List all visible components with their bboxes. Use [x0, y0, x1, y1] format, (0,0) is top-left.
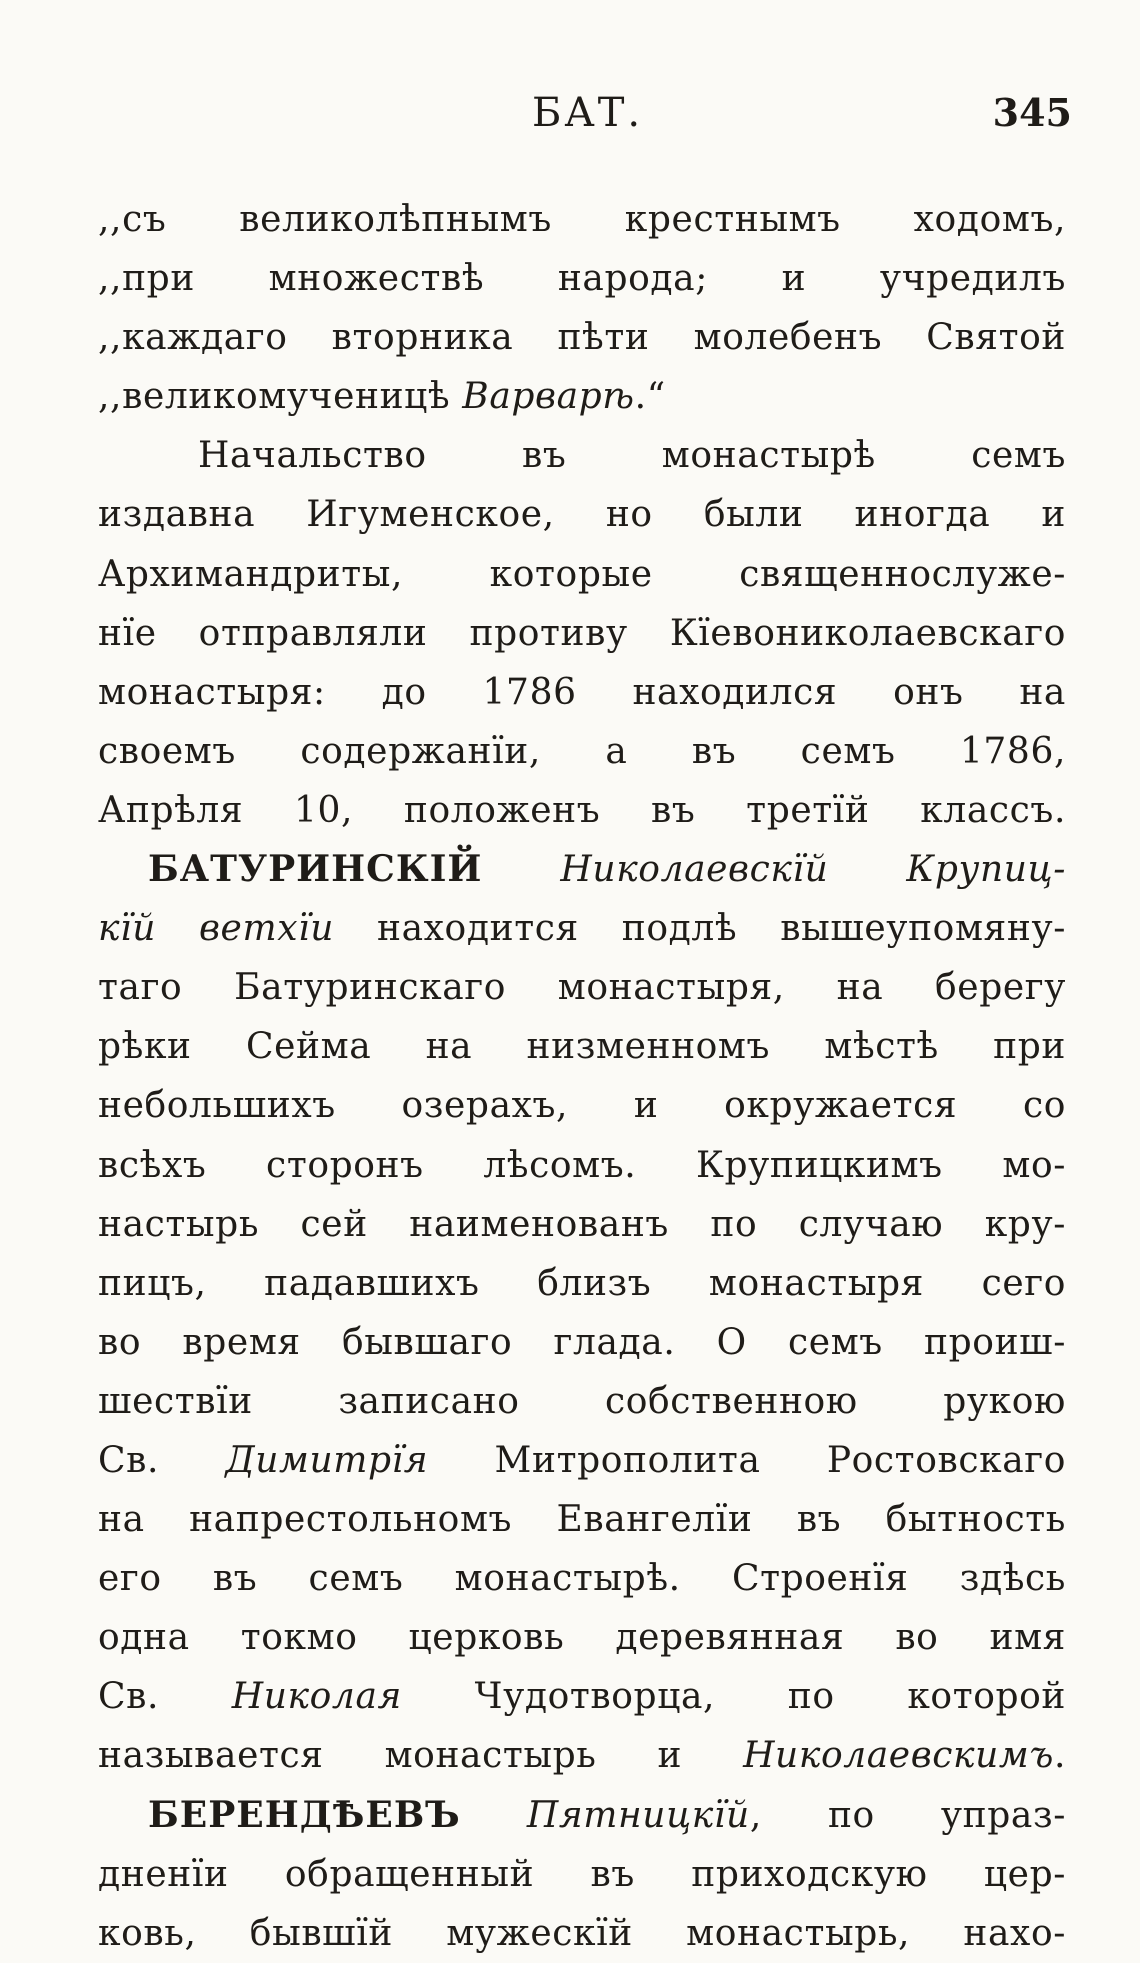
text-run: рѣки Сейма на низменномъ мѣстѣ при	[98, 1026, 1066, 1068]
text-run: ,,каждаго вторника пѣти молебенъ Святой	[98, 317, 1066, 359]
italic-text: Пятницкїй	[460, 1794, 750, 1836]
text-run: .“	[634, 376, 666, 418]
running-head: БАТ.	[532, 90, 644, 136]
italic-text: Димитрїя	[225, 1439, 429, 1481]
text-run: небольшихъ озерахъ, и окружается со	[98, 1085, 1066, 1127]
text-run: его въ семъ монастырѣ. Строенїя здѣсь	[98, 1558, 1066, 1600]
text-run: Апрѣля 10, положенъ въ третїй классъ.	[98, 789, 1066, 831]
text-line	[98, 249, 1066, 308]
text-run: Начальство въ монастырѣ семъ	[198, 435, 1066, 477]
text-run: называется монастырь и	[98, 1735, 744, 1777]
text-line	[98, 426, 1066, 485]
text-run: ,,великомученицѣ	[98, 376, 463, 418]
text-line	[98, 1372, 1066, 1431]
text-run: .	[1053, 1735, 1066, 1777]
text-line	[98, 545, 1066, 604]
text-run: монастыря: до 1786 находился онъ на	[98, 671, 1066, 713]
text-line	[98, 308, 1066, 367]
text-run: дненїи обращенный въ приходскую цер-	[98, 1853, 1066, 1895]
text-run: во время бывшаго глада. О семъ проиш-	[98, 1321, 1066, 1363]
text-line	[98, 1431, 1066, 1490]
text-run: всѣхъ сторонъ лѣсомъ. Крупицкимъ мо-	[98, 1144, 1066, 1186]
text-line	[98, 1076, 1066, 1135]
text-line	[98, 367, 1066, 426]
text-run: таго Батуринскаго монастыря, на берегу	[98, 967, 1066, 1009]
text-run: Св.	[98, 1676, 232, 1718]
italic-text: кїй ветхїи	[98, 908, 334, 950]
text-run: ,,съ великолѣпнымъ крестнымъ ходомъ,	[98, 199, 1066, 240]
page-number: 345	[992, 90, 1072, 135]
text-run: Чудотворца, по которой	[401, 1676, 1066, 1718]
text-run: пицъ, падавшихъ близъ монастыря сего	[98, 1262, 1066, 1304]
text-line	[98, 781, 1066, 840]
text-line	[98, 1845, 1066, 1904]
text-line	[98, 1313, 1066, 1372]
text-run: одна токмо церковь деревянная во имя	[98, 1617, 1066, 1659]
text-line	[98, 1136, 1066, 1195]
text-line	[98, 485, 1066, 544]
text-line	[98, 1549, 1066, 1608]
text-run: издавна Игуменское, но были иногда и	[98, 494, 1066, 536]
text-line	[98, 1726, 1066, 1785]
text-line	[98, 190, 1066, 249]
text-run: нїе отправляли противу Кїевониколаевскаго	[98, 612, 1066, 654]
text-line	[98, 840, 1066, 899]
entry-heading: БАТУРИНСКІЙ	[148, 848, 483, 891]
text-run: настырь сей наименованъ по случаю кру-	[98, 1203, 1066, 1245]
italic-text: Николаевскїй Крупиц-	[482, 849, 1066, 891]
page-header	[0, 90, 1140, 138]
text-run: Св.	[98, 1439, 226, 1481]
text-run: Архимандриты, которые священнослуже-	[98, 553, 1066, 595]
text-run: находится подлѣ вышеупомяну-	[334, 908, 1066, 950]
text-line	[98, 722, 1066, 781]
body-text	[98, 190, 1066, 1963]
text-line	[98, 1608, 1066, 1667]
text-line	[98, 1017, 1066, 1076]
text-run: шествїи записано собственною рукою	[98, 1380, 1066, 1422]
text-run: , по упраз-	[749, 1794, 1066, 1836]
text-line	[98, 1667, 1066, 1726]
text-line	[98, 1904, 1066, 1963]
text-line	[98, 1254, 1066, 1313]
text-line	[98, 604, 1066, 663]
text-line	[98, 899, 1066, 958]
text-line	[98, 958, 1066, 1017]
text-line	[98, 663, 1066, 722]
text-run: на напрестольномъ Евангелїи въ бытность	[98, 1499, 1066, 1541]
italic-text: Николая	[231, 1676, 402, 1718]
text-line	[98, 1786, 1066, 1845]
text-run: своемъ содержанїи, а въ семъ 1786,	[98, 730, 1066, 772]
text-run: ковь, бывшїй мужескїй монастырь, нахо-	[98, 1912, 1066, 1954]
text-run: ,,при множествѣ народа; и учредилъ	[98, 258, 1066, 300]
italic-text: Варварѣ	[462, 376, 635, 418]
text-line	[98, 1490, 1066, 1549]
text-line	[98, 1195, 1066, 1254]
entry-heading: БЕРЕНДѢЕВЪ	[148, 1793, 461, 1836]
text-run: Митрополита Ростовскаго	[428, 1439, 1066, 1481]
italic-text: Николаевскимъ	[743, 1735, 1054, 1777]
